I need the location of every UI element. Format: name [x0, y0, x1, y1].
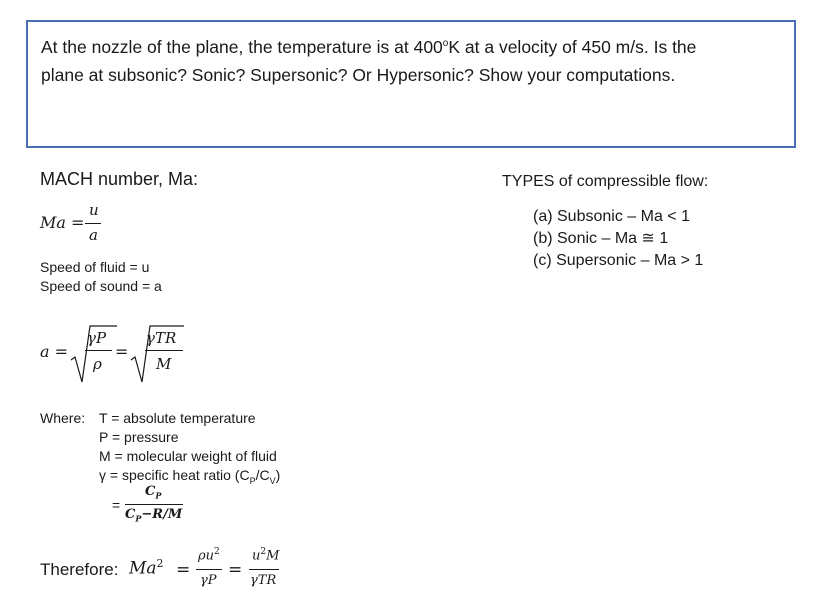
question-text [41, 30, 789, 89]
sound-eq-equals: = [115, 342, 129, 361]
mach-eq-lhs: Ma = [40, 213, 85, 232]
sound-frac1-denominator: ρ [93, 355, 102, 373]
sound-eq-lhs: a = [40, 342, 69, 361]
question-box [26, 20, 796, 148]
mach-fraction-bar [85, 223, 101, 224]
where-label: Where: [40, 410, 86, 426]
cp-numerator: $C_P$ [145, 484, 162, 501]
sound-frac2-denominator: M [156, 355, 172, 373]
mach-heading: MACH number, Ma: [40, 169, 199, 189]
therefore-frac2-denominator: γTR [250, 573, 277, 588]
types-list [533, 206, 703, 272]
sound-frac1-bar [85, 350, 112, 351]
therefore-lhs: Ma$^2$ [129, 557, 164, 579]
therefore-eq1: = [176, 560, 191, 580]
cp-denominator: $C_P-R/M$ [125, 507, 183, 524]
type-subsonic: (a) Subsonic – Ma < 1 [533, 208, 690, 225]
sound-frac1-numerator: γP [87, 329, 107, 347]
therefore-eq2: = [228, 560, 243, 580]
therefore-label: Therefore: [40, 560, 119, 579]
where-specific-heat-ratio: γ = specific heat ratio $(C_P/C_V)$ [99, 467, 281, 486]
where-pressure: P = pressure [99, 429, 179, 445]
degree-mark: o [442, 38, 449, 49]
sound-frac2-bar [145, 350, 183, 351]
cp-eq-prefix: = [112, 497, 121, 513]
types-heading: TYPES of compressible flow: [502, 173, 709, 190]
type-sonic: (b) Sonic – Ma ≅ 1 [533, 230, 669, 247]
question-line1-end: K at a velocity of 450 m/s. Is the [448, 36, 697, 57]
therefore-frac1-numerator: $\rho u^2$ [198, 547, 220, 564]
therefore-frac2-bar [249, 569, 279, 570]
cp-fraction-bar [125, 504, 183, 505]
therefore-frac1-denominator: γP [200, 573, 217, 588]
type-supersonic: (c) Supersonic – Ma > 1 [533, 252, 704, 269]
mach-eq-denominator: a [89, 226, 98, 244]
mach-eq-numerator: u [89, 201, 99, 219]
therefore-frac2-numerator: $u^2M$ [252, 547, 280, 564]
question-line2: plane at subsonic? Sonic? Supersonic? Or Hypersonic? Show your computations. [41, 64, 676, 85]
therefore-frac1-bar [196, 569, 222, 570]
where-temperature: T = absolute temperature [99, 410, 256, 426]
where-molecular-weight: M = molecular weight of fluid [99, 448, 277, 464]
speed-of-sound: Speed of sound = a [40, 278, 162, 294]
sound-frac2-numerator: γTR [146, 329, 177, 347]
question-line1-start: At the nozzle of the plane, the temperature is at 400 [41, 36, 443, 57]
speed-of-fluid: Speed of fluid = u [40, 259, 150, 275]
